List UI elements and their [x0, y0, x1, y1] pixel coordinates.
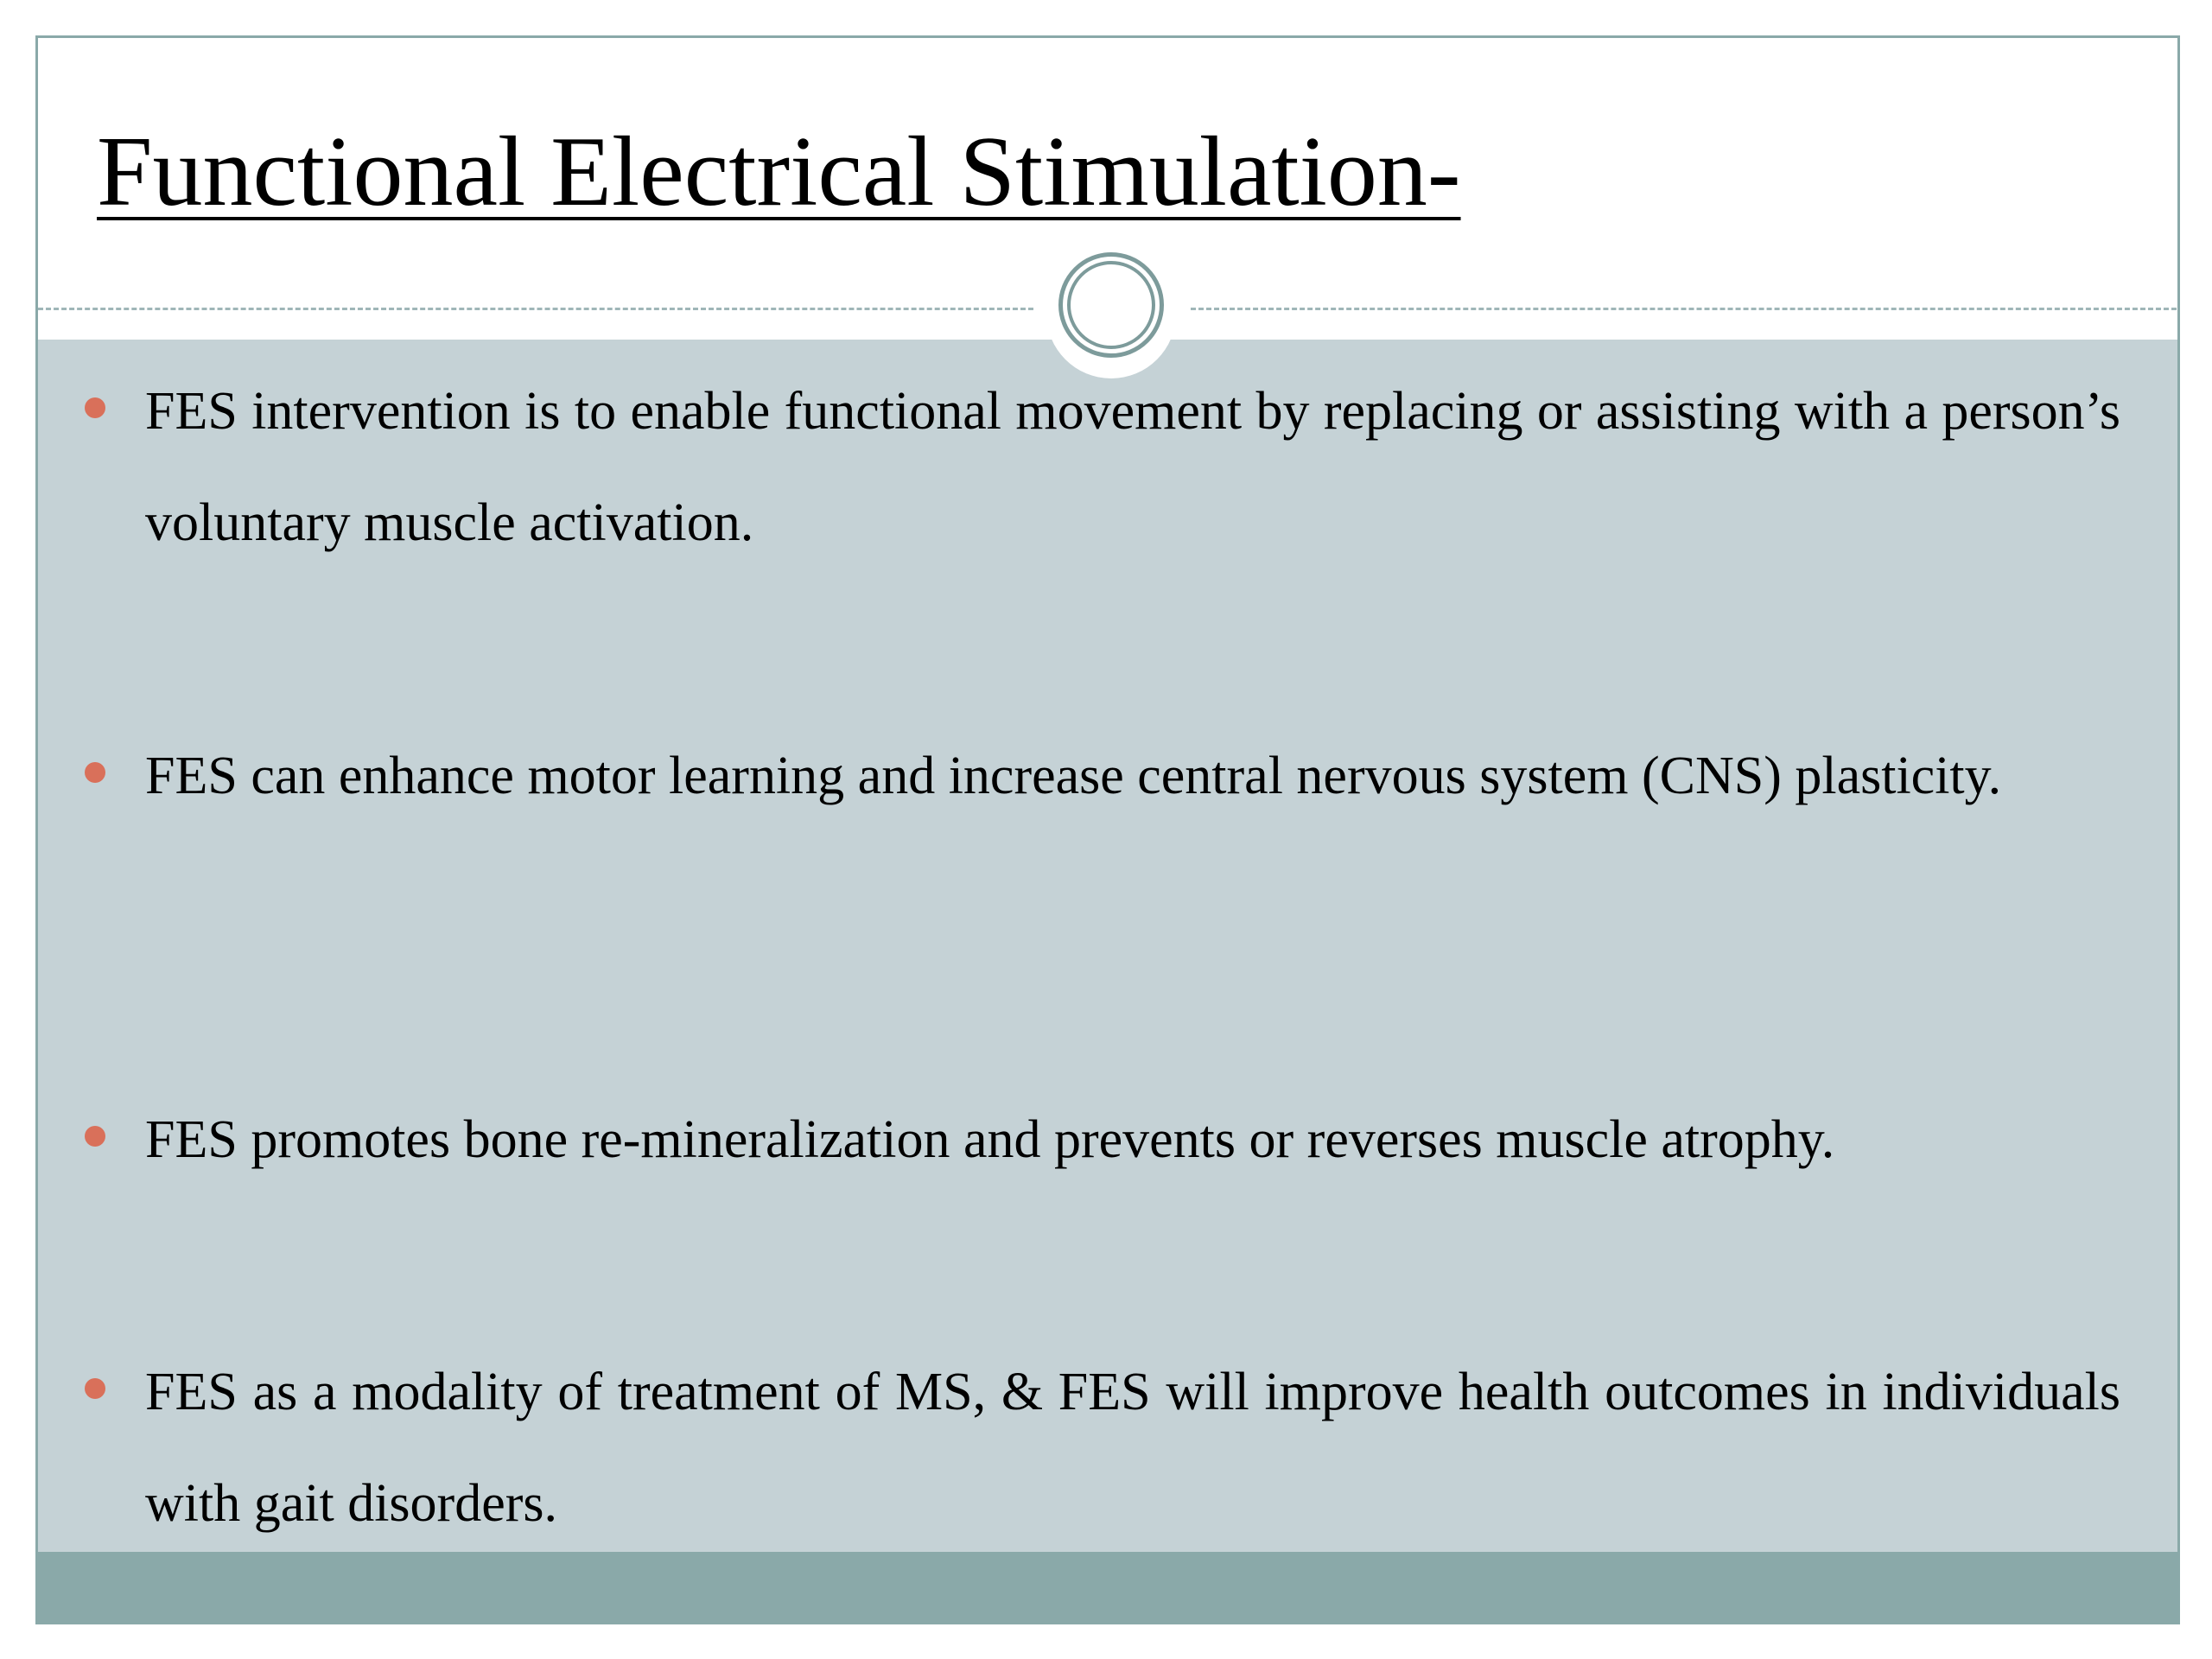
- bullet-text: FES intervention is to enable functional movement by replacing or assisting with a person’s voluntary muscle activation.: [145, 382, 2120, 552]
- bullet-dot-icon: [85, 762, 105, 783]
- bullet-text: FES as a modality of treatment of MS, & FES will improve health outcomes in individuals with gait disorders.: [145, 1363, 2120, 1533]
- bullet-dot-icon: [85, 397, 105, 418]
- bullet-dot-icon: [85, 1126, 105, 1147]
- bullet-dot-icon: [85, 1378, 105, 1399]
- slide-title: Functional Electrical Stimulation-: [97, 117, 1461, 227]
- bullet-list: [38, 38, 2177, 1622]
- slide: [35, 35, 2180, 1624]
- bullet-text: FES can enhance motor learning and increase central nervous system (CNS) plasticity.: [145, 747, 2002, 805]
- bullet-text: FES promotes bone re-mineralization and prevents or reverses muscle atrophy.: [145, 1110, 1835, 1169]
